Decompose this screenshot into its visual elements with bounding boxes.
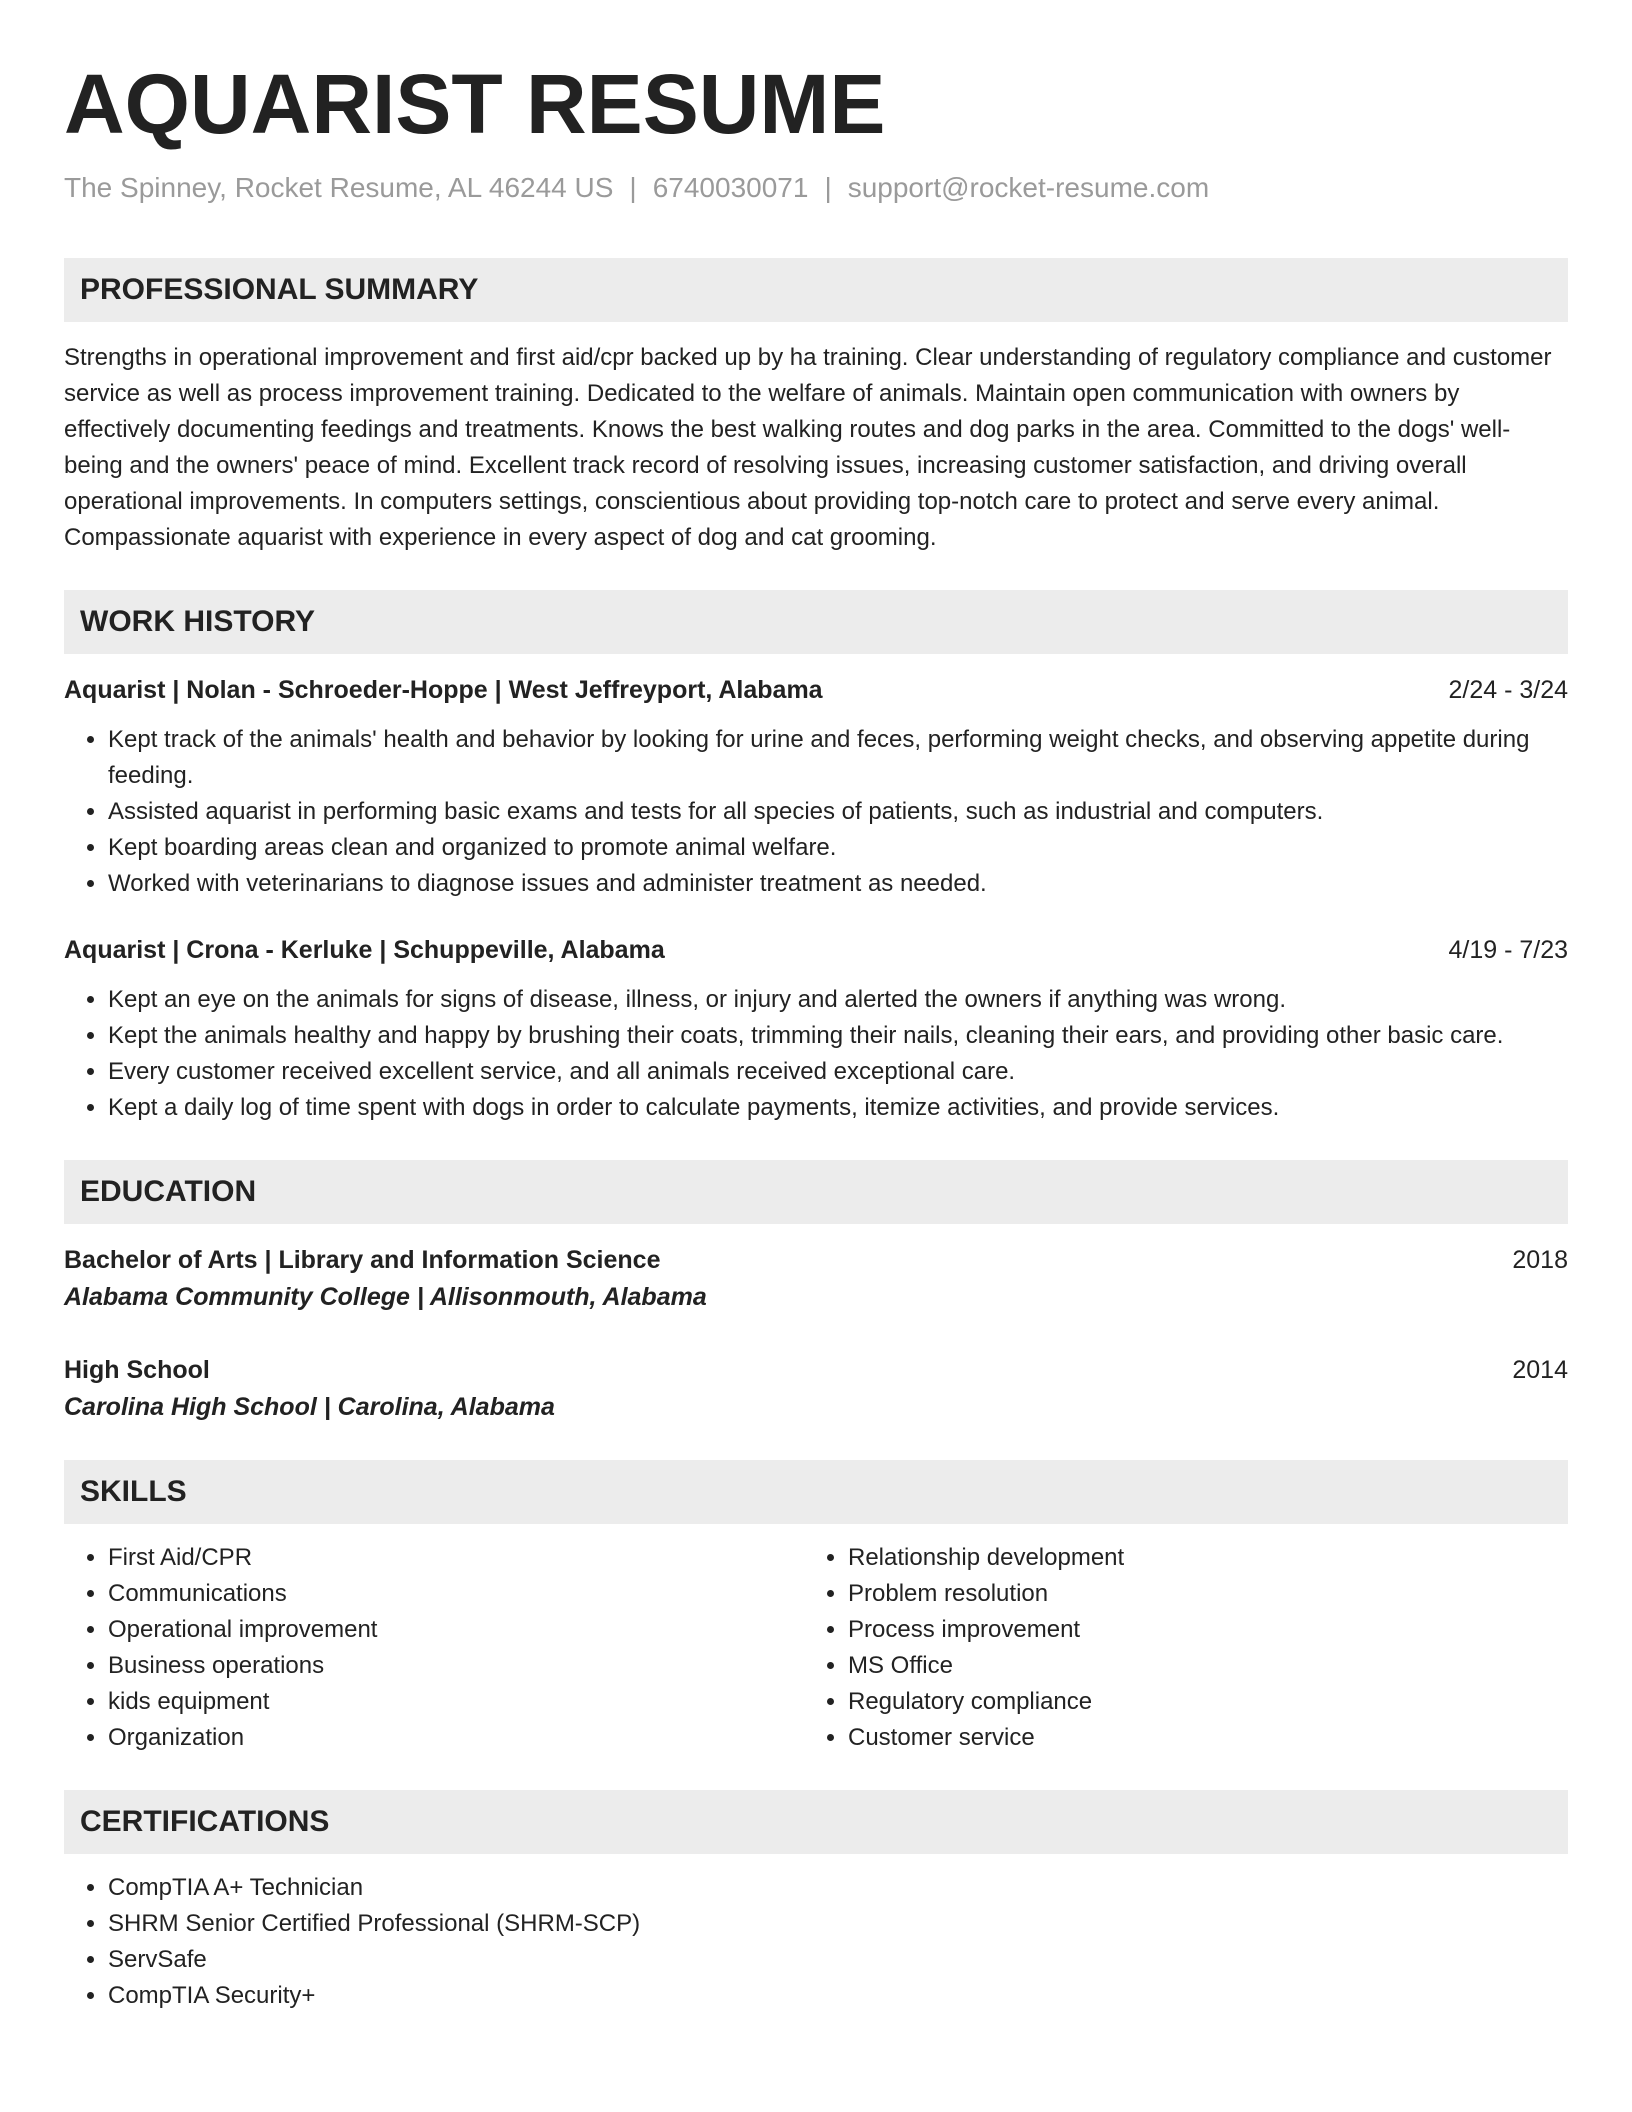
- skill-item: • First Aid/CPR: [108, 1540, 804, 1576]
- job-bullet: • Kept an eye on the animals for signs of disease, illness, or injury and alerted the owners if anything was wrong.: [108, 982, 1568, 1018]
- contact-address: The Spinney, Rocket Resume, AL 46244 US: [64, 172, 614, 203]
- job-bullet: • Kept the animals healthy and happy by brushing their coats, trimming their nails, cleaning their ears, and providing other basic care.: [108, 1018, 1568, 1054]
- skill-item: • Organization: [108, 1720, 804, 1756]
- certification-item: • SHRM Senior Certified Professional (SHRM-SCP): [108, 1906, 1568, 1942]
- job-title: Aquarist | Crona - Kerluke | Schuppeville, Alabama: [64, 936, 665, 964]
- skill-item: • MS Office: [848, 1648, 1544, 1684]
- section-heading-skills: SKILLS: [64, 1460, 1568, 1524]
- job-bullet-list: [64, 722, 1568, 902]
- job-dates: 4/19 - 7/23: [1448, 936, 1568, 964]
- job-dates: 2/24 - 3/24: [1448, 676, 1568, 704]
- job-bullet: • Kept track of the animals' health and behavior by looking for urine and feces, performing weight checks, and observing appetite during feeding.: [108, 722, 1568, 794]
- skill-item: • Business operations: [108, 1648, 804, 1684]
- skill-item: • Customer service: [848, 1720, 1544, 1756]
- job-title: Aquarist | Nolan - Schroeder-Hoppe | West Jeffreyport, Alabama: [64, 676, 823, 704]
- skill-item: • kids equipment: [108, 1684, 804, 1720]
- skill-item: • Operational improvement: [108, 1612, 804, 1648]
- education-degree: High School: [64, 1356, 210, 1384]
- certification-list: [64, 1870, 1568, 2014]
- section-heading-education: EDUCATION: [64, 1160, 1568, 1224]
- skill-item: • Relationship development: [848, 1540, 1544, 1576]
- certification-item: • CompTIA Security+: [108, 1978, 1568, 2014]
- job-bullet: • Assisted aquarist in performing basic exams and tests for all species of patients, such as industrial and computers.: [108, 794, 1568, 830]
- job-bullet: • Every customer received excellent service, and all animals received exceptional care.: [108, 1054, 1568, 1090]
- contact-line: [64, 170, 1568, 206]
- education-entry: [64, 1242, 1568, 1316]
- skill-item: • Problem resolution: [848, 1576, 1544, 1612]
- resume-title: AQUARIST RESUME: [64, 57, 886, 151]
- education-degree: Bachelor of Arts | Library and Information Science: [64, 1246, 661, 1274]
- job-entry: [64, 932, 1568, 1126]
- section-heading-certifications: CERTIFICATIONS: [64, 1790, 1568, 1854]
- education-school: Carolina High School | Carolina, Alabama: [64, 1393, 555, 1421]
- skill-item: • Regulatory compliance: [848, 1684, 1544, 1720]
- section-heading-summary: PROFESSIONAL SUMMARY: [64, 258, 1568, 322]
- education-header: [64, 1352, 1568, 1388]
- section-heading-work-history: WORK HISTORY: [64, 590, 1568, 654]
- skills-column-left: [64, 1540, 804, 1756]
- job-bullet: • Kept a daily log of time spent with dogs in order to calculate payments, itemize activities, and provide services.: [108, 1090, 1568, 1126]
- skill-item: • Process improvement: [848, 1612, 1544, 1648]
- job-bullet: • Kept boarding areas clean and organized to promote animal welfare.: [108, 830, 1568, 866]
- education-year: 2014: [1512, 1356, 1568, 1384]
- contact-phone: 6740030071: [652, 172, 809, 203]
- job-entry: [64, 672, 1568, 902]
- skill-item: • Communications: [108, 1576, 804, 1612]
- certification-item: • CompTIA A+ Technician: [108, 1870, 1568, 1906]
- skills-grid: [64, 1540, 1568, 1756]
- job-bullet: • Worked with veterinarians to diagnose issues and administer treatment as needed.: [108, 866, 1568, 902]
- contact-separator: |: [824, 172, 832, 203]
- education-header: [64, 1242, 1568, 1278]
- education-school: Alabama Community College | Allisonmouth, Alabama: [64, 1283, 707, 1311]
- education-year: 2018: [1512, 1246, 1568, 1274]
- job-header: [64, 932, 1568, 968]
- job-header: [64, 672, 1568, 708]
- skills-column-right: [804, 1540, 1544, 1756]
- summary-text: Strengths in operational improvement and first aid/cpr backed up by ha training. Clear understanding of regulatory compliance and customer service as well as process improvement training. Dedicated to the welfare of animals. Maintain open communication with owners by effectively documenting feedings and treatments. Knows the best walking routes and dog parks in the area. Committed to the dogs' well-being and the owners' peace of mind. Excellent track record of resolving issues, increasing customer satisfaction, and driving overall operational improvements. In computers settings, conscientious about providing top-notch care to protect and serve every animal. Compassionate aquarist with experience in every aspect of dog and cat grooming.: [64, 344, 1552, 551]
- contact-separator: |: [629, 172, 637, 203]
- education-entry: [64, 1352, 1568, 1426]
- certification-item: • ServSafe: [108, 1942, 1568, 1978]
- job-bullet-list: [64, 982, 1568, 1126]
- contact-email: support@rocket-resume.com: [847, 172, 1210, 203]
